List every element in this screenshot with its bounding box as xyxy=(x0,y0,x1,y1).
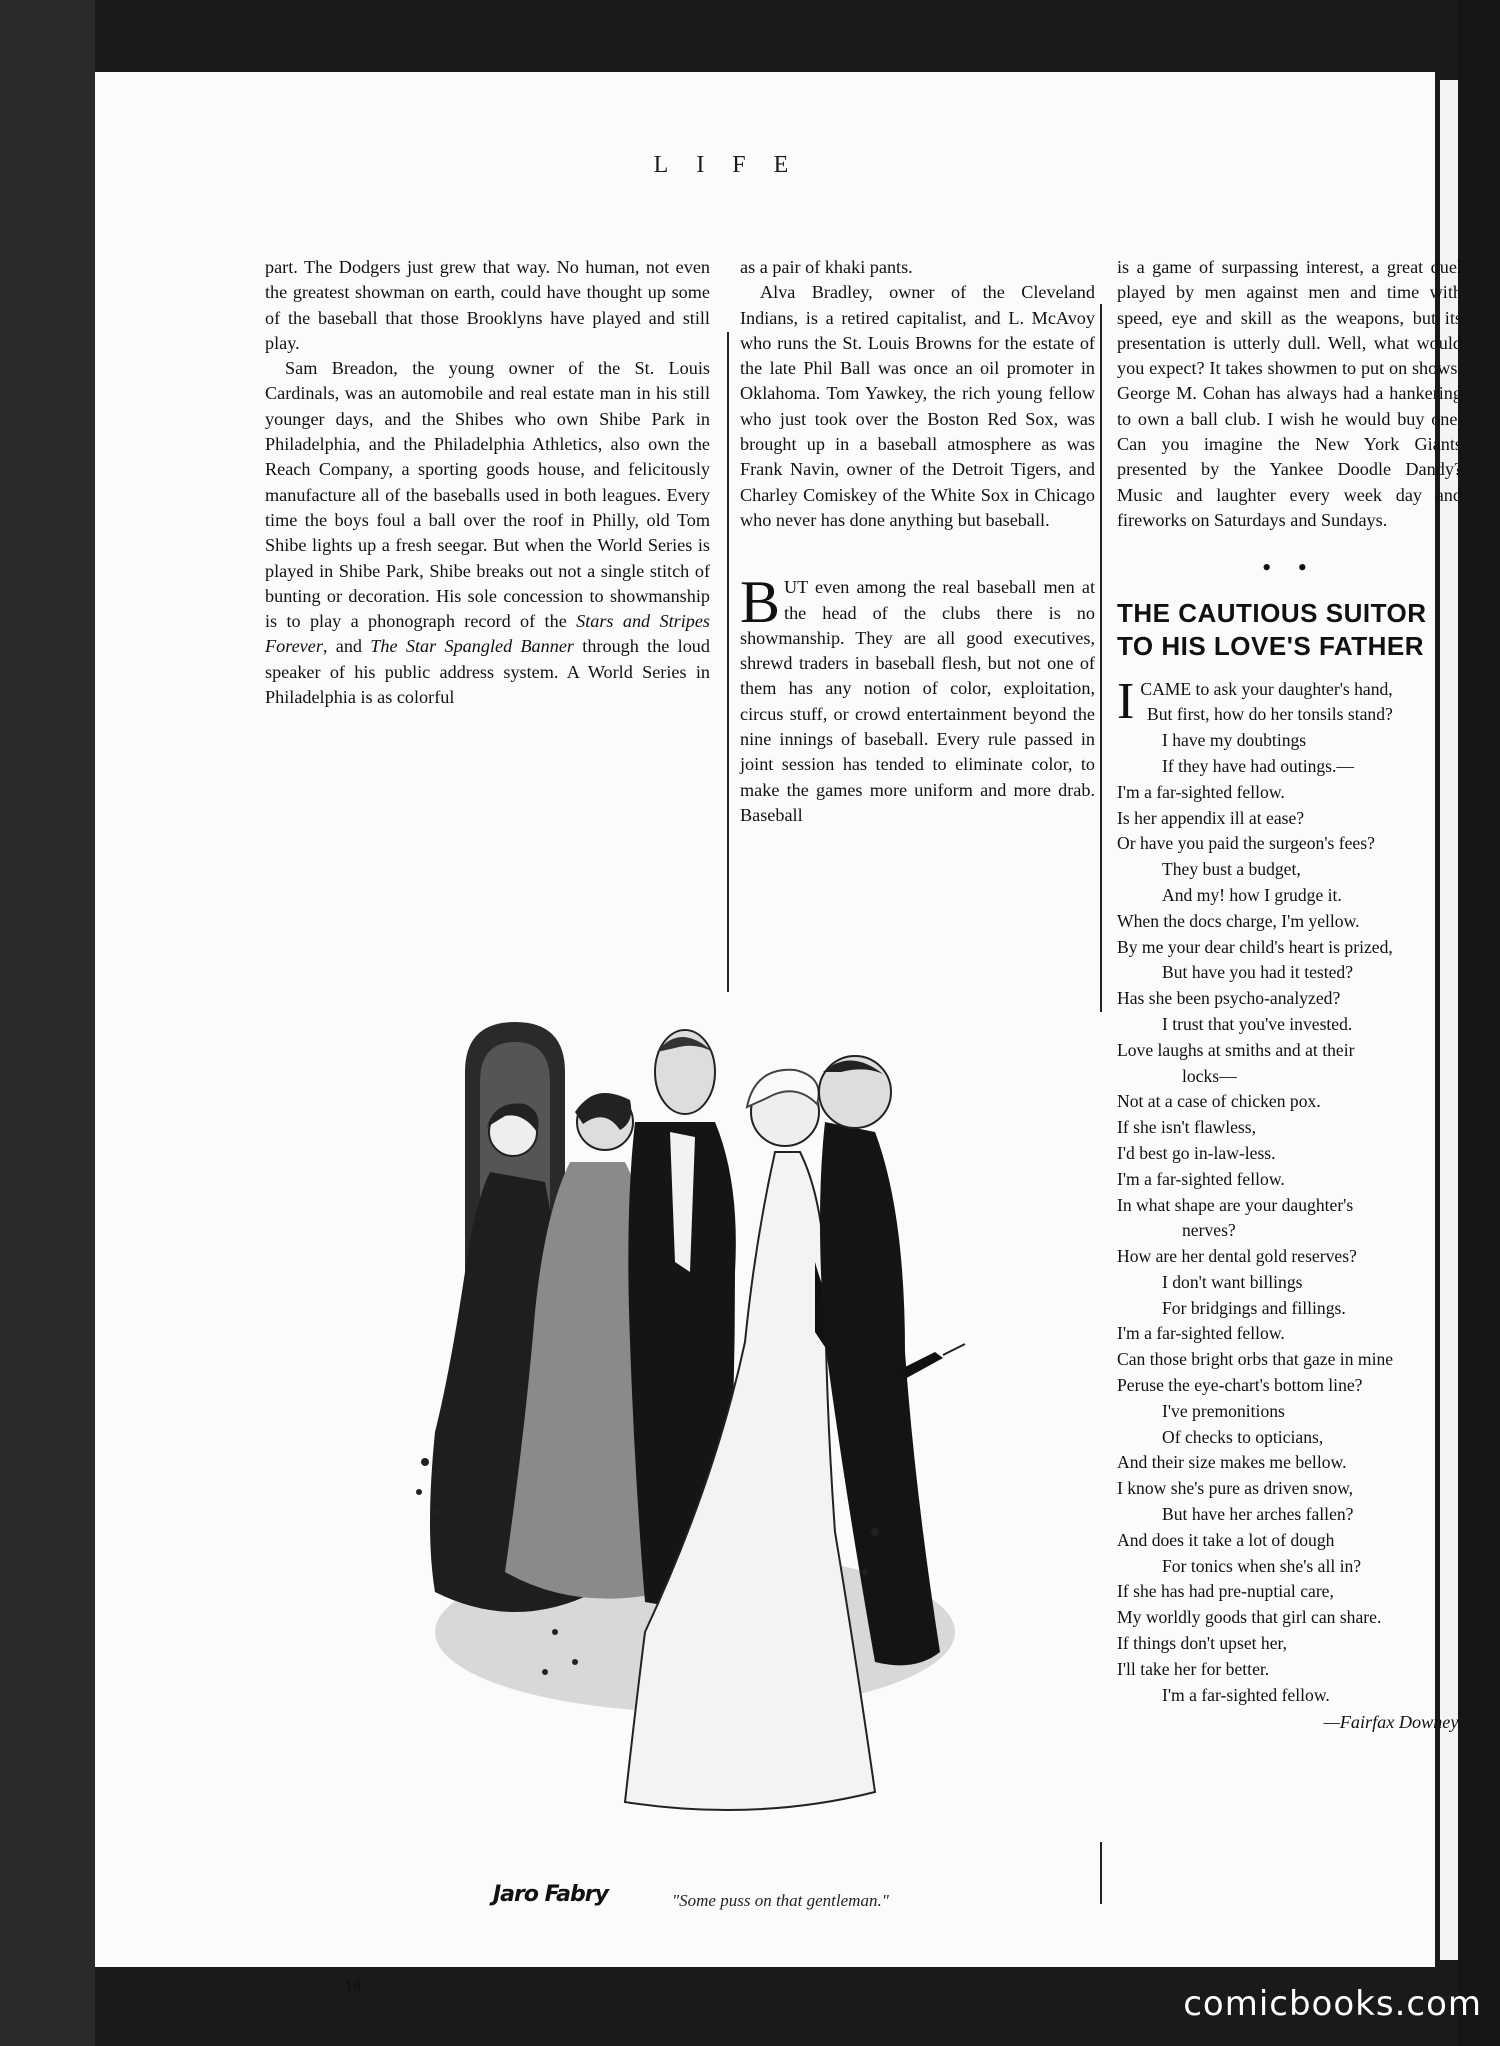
poem-line: I'm a far-sighted fellow. xyxy=(1117,1168,1285,1189)
poem-line: I'm a far-sighted fellow. xyxy=(1117,1323,1285,1344)
poem-line: I CAME to ask your daughter's hand, xyxy=(1117,672,1393,730)
poem-line: Of checks to opticians, xyxy=(1162,1426,1324,1447)
poem-line: But have her arches fallen? xyxy=(1162,1504,1354,1525)
column-rule xyxy=(727,332,729,992)
poem-line: I don't want billings xyxy=(1162,1271,1303,1292)
paragraph: is a game of surpassing interest, a great duel played by men against men and time with speed, eye and skill as the weapons, but its presentation is utterly dull. Well, what would you expect? It takes showmen to put on shows. George M. Cohan has always had a hankering to own a ball club. I wish he would buy one. Can you imagine the New York Giants presented by the Yankee Doodle Dandy? Music and laughter every week day and fireworks on Saturdays and Sundays. xyxy=(1117,257,1462,530)
cartoon-illustration xyxy=(395,1012,1115,1842)
poem-line: I've premonitions xyxy=(1162,1400,1285,1421)
poem-line: I'd best go in-law-less. xyxy=(1117,1142,1276,1163)
paragraph: BUT even among the real baseball men at the head of the clubs there is no showmanship. They are all good executives, shrewd traders in baseball flesh, but not one of them has any notion of color, exploitation, circus stuff, or crowd entertainment beyond the nine innings of baseball. Every rule passed in joint session has tended to eliminate color, to make the games more uniform and more drab. Baseball xyxy=(740,569,1095,825)
text-column-3 xyxy=(1117,255,1462,1736)
poem-line: If she has had pre-nuptial care, xyxy=(1117,1581,1334,1602)
scan-border-right xyxy=(1458,0,1500,2046)
poem-line: I trust that you've invested. xyxy=(1162,1013,1353,1034)
poem-line: They bust a budget, xyxy=(1162,859,1301,880)
text-column-2 xyxy=(740,255,1095,828)
poem-line: By me your dear child's heart is prized, xyxy=(1117,936,1393,957)
poem-line: And my! how I grudge it. xyxy=(1162,884,1342,905)
magazine-page xyxy=(95,72,1462,1995)
watermark: comicbooks.com xyxy=(1183,1984,1482,2024)
poem-line: My worldly goods that girl can share. xyxy=(1117,1607,1382,1628)
poem-line: If they have had outings.— xyxy=(1162,755,1355,776)
poem-line: Has she been psycho-analyzed? xyxy=(1117,988,1341,1009)
paragraph: Alva Bradley, owner of the Cleveland Indians, is a retired capitalist, and L. McAvoy who runs the St. Louis Browns for the estate of the late Phil Ball was once an oil promoter in Oklahoma. Tom Yawkey, the rich young fellow who just took over the Boston Red Sox, was brought up in a baseball atmosphere as was Frank Navin, owner of the Detroit Tigers, and Charley Comiskey of the White Sox in Chicago who never has done anything but baseball. xyxy=(740,282,1095,530)
poem-line: In what shape are your daughter's xyxy=(1117,1194,1354,1215)
paragraph: part. The Dodgers just grew that way. No human, not even the greatest showman on earth, could have thought up some of the baseball that those Brooklyns have played and still play. xyxy=(265,257,710,353)
poem-line: I have my doubtings xyxy=(1162,730,1307,751)
poem-line: Love laughs at smiths and at their xyxy=(1117,1039,1355,1060)
poem-line: If she isn't flawless, xyxy=(1117,1117,1257,1138)
text-column-1 xyxy=(265,255,710,710)
poem-line: I'm a far-sighted fellow. xyxy=(1162,1684,1330,1705)
poem-line: Or have you paid the surgeon's fees? xyxy=(1117,833,1375,854)
poem-line: Can those bright orbs that gaze in mine xyxy=(1117,1349,1394,1370)
poem-line: For tonics when she's all in? xyxy=(1162,1555,1362,1576)
scan-border-left xyxy=(0,0,95,2046)
poem-line: How are her dental gold reserves? xyxy=(1117,1246,1357,1267)
poem-line: If things don't upset her, xyxy=(1117,1633,1288,1654)
poem-line: But have you had it tested? xyxy=(1162,962,1354,983)
poem xyxy=(1117,672,1462,1709)
drop-cap: I xyxy=(1117,672,1135,730)
poem-line: But first, how do her tonsils stand? xyxy=(1147,704,1393,725)
poem-line: I'll take her for better. xyxy=(1117,1658,1270,1679)
poem-line: Peruse the eye-chart's bottom line? xyxy=(1117,1375,1363,1396)
illustration-caption: "Some puss on that gentleman." xyxy=(672,1891,889,1910)
poem-line: locks— xyxy=(1182,1065,1237,1086)
artist-signature: Jaro Fabry xyxy=(493,1882,608,1907)
poem-line: When the docs charge, I'm yellow. xyxy=(1117,910,1360,931)
poem-line: And does it take a lot of dough xyxy=(1117,1529,1335,1550)
poem-line: I know she's pure as driven snow, xyxy=(1117,1478,1354,1499)
poem-attribution: —Fairfax Downey. xyxy=(1323,1712,1462,1733)
section-separator: • • xyxy=(1262,553,1317,583)
paragraph: Sam Breadon, the young owner of the St. Louis Cardinals, was an automobile and real estate man in his still younger days, and the Shibes who own Shibe Park in Philadelphia, and the Philadelphia Athletics, also own the Reach Company, a sporting goods house, and felicitously manufacture all of the baseballs used in both leagues. Every time the boys foul a ball over the roof in Philly, old Tom Shibe lights up a fresh seegar. But when the World Series is played in Shibe Park, Shibe breaks out not a single stitch of bunting or decoration. His sole concession to showmanship is to play a phonograph record of the Stars and Stripes Forever, and The Star Spangled Banner through the loud speaker of his public address system. A World Series in Philadelphia is as colorful xyxy=(265,358,710,708)
poem-line: nerves? xyxy=(1182,1220,1236,1241)
running-head: LIFE xyxy=(653,152,817,178)
paragraph: as a pair of khaki pants. xyxy=(740,257,913,277)
page-number: 18 xyxy=(345,1978,361,1995)
poem-line: Not at a case of chicken pox. xyxy=(1117,1091,1321,1112)
poem-line: I'm a far-sighted fellow. xyxy=(1117,781,1285,802)
poem-title: THE CAUTIOUS SUITOR TO HIS LOVE'S FATHER xyxy=(1117,597,1427,661)
poem-line: And their size makes me bellow. xyxy=(1117,1452,1347,1473)
drop-cap: B xyxy=(740,569,781,636)
poem-line: For bridgings and fillings. xyxy=(1162,1297,1346,1318)
poem-line: Is her appendix ill at ease? xyxy=(1117,807,1305,828)
